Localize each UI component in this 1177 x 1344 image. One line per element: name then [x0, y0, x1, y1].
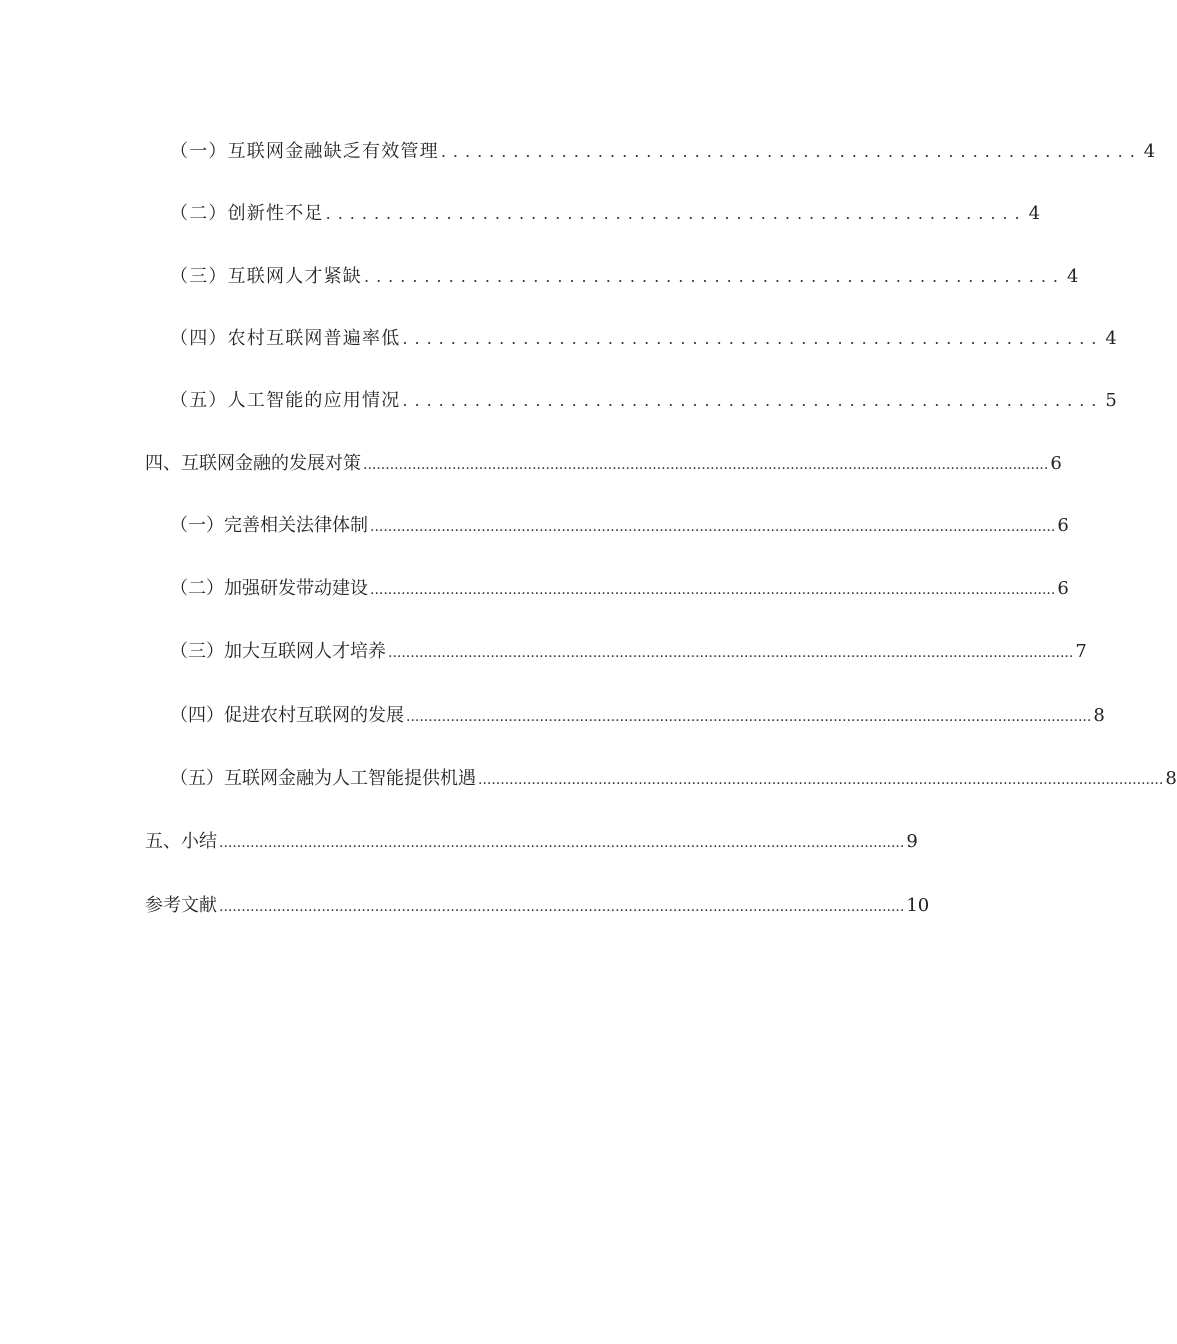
toc-entry-title: （五）人工智能的应用情况: [170, 390, 401, 411]
toc-page-number: 6: [1050, 453, 1062, 474]
toc-entry-title: （四）农村互联网普遍率低: [170, 328, 401, 349]
toc-entry-title: （四）促进农村互联网的发展: [170, 705, 404, 726]
toc-entry[interactable]: [170, 577, 1069, 602]
toc-entry[interactable]: [145, 894, 930, 919]
toc-entry-title: 四、互联网金融的发展对策: [145, 453, 361, 474]
dot-leader: ..........................................................................................................................................................: [406, 709, 1092, 725]
toc-entry[interactable]: [145, 830, 918, 855]
dot-leader: ..........................................................: [402, 391, 1104, 410]
dot-leader: ..........................................................................................................................................................: [219, 835, 905, 851]
toc-page-number: 4: [1105, 328, 1119, 349]
dot-leader: ..........................................................................................................................................................: [370, 519, 1056, 535]
toc-entry[interactable]: [170, 640, 1087, 665]
toc-entry[interactable]: [170, 327, 1119, 351]
toc-entry[interactable]: [170, 202, 1042, 226]
toc-entry[interactable]: [145, 452, 1062, 477]
dot-leader: ..........................................................: [440, 142, 1142, 161]
toc-entry-title: 五、小结: [145, 831, 217, 852]
toc-entry-title: （三）互联网人才紧缺: [170, 266, 362, 287]
toc-entry-title: （五）互联网金融为人工智能提供机遇: [170, 768, 476, 789]
toc-entry[interactable]: [170, 514, 1069, 539]
toc-page-number: 8: [1165, 768, 1177, 789]
toc-page-number: 4: [1028, 203, 1042, 224]
toc-page-number: 10: [906, 895, 930, 916]
toc-page-number: 4: [1066, 266, 1080, 287]
dot-leader: ..........................................................................................................................................................: [370, 582, 1056, 598]
toc-entry[interactable]: [170, 767, 1177, 792]
toc-entry-title: 参考文献: [145, 895, 217, 916]
toc-page-number: 4: [1143, 141, 1157, 162]
dot-leader: ..........................................................: [402, 329, 1104, 348]
toc-entry-title: （一）互联网金融缺乏有效管理: [170, 141, 439, 162]
dot-leader: ..........................................................................................................................................................: [388, 645, 1074, 661]
toc-page-number: 6: [1057, 515, 1069, 536]
dot-leader: ..........................................................................................................................................................: [363, 457, 1049, 473]
dot-leader: ..........................................................................................................................................................: [478, 772, 1164, 788]
dot-leader: ..........................................................: [325, 204, 1027, 223]
dot-leader: ..........................................................................................................................................................: [219, 899, 905, 915]
toc-page-number: 6: [1057, 578, 1069, 599]
toc-entry[interactable]: [170, 389, 1119, 413]
toc-entry-title: （一）完善相关法律体制: [170, 515, 368, 536]
toc-entry-title: （二）加强研发带动建设: [170, 578, 368, 599]
toc-page-number: 9: [906, 831, 918, 852]
toc-page-number: 7: [1075, 641, 1087, 662]
toc-entry[interactable]: [170, 265, 1080, 289]
toc-entry[interactable]: [170, 704, 1105, 729]
toc-page-number: 5: [1105, 390, 1119, 411]
dot-leader: ..........................................................: [364, 267, 1065, 286]
toc-page-number: 8: [1093, 705, 1105, 726]
toc-entry-title: （三）加大互联网人才培养: [170, 641, 386, 662]
toc-entry[interactable]: [170, 140, 1157, 164]
toc-entry-title: （二）创新性不足: [170, 203, 324, 224]
